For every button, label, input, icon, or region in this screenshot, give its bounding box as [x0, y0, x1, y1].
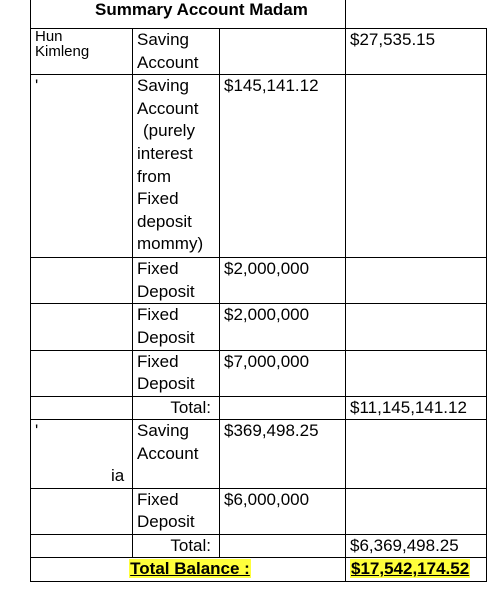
subtotal-row	[31, 534, 487, 558]
account-holder-cell	[31, 258, 133, 304]
account-type-line: Deposit	[137, 512, 195, 532]
account-holder-cell	[31, 488, 133, 534]
account-type-line: from	[137, 166, 171, 186]
account-type-line: Deposit	[137, 374, 195, 394]
account-type-cell	[133, 258, 220, 304]
balance-cell: $27,535.15	[346, 29, 487, 75]
subtotal-label: Total:	[133, 396, 220, 420]
account-summary-table	[30, 0, 487, 582]
account-type-cell	[133, 75, 220, 258]
amount-cell: $2,000,000	[220, 304, 346, 350]
account-holder-cell	[31, 75, 133, 258]
table-row	[31, 350, 487, 396]
account-type-line: Deposit	[137, 327, 195, 347]
subtotal-value: $6,369,498.25	[346, 534, 487, 558]
account-type-line: Fixed	[137, 189, 179, 209]
table-row	[31, 75, 487, 258]
account-type-cell	[133, 420, 220, 488]
account-holder-line: ia	[111, 465, 125, 485]
account-type-line: interest	[137, 143, 193, 163]
account-type-cell	[133, 29, 220, 75]
account-holder-line: '	[35, 76, 39, 96]
grand-total-row	[31, 558, 487, 582]
account-holder-cell	[31, 396, 133, 420]
table-row	[31, 258, 487, 304]
document-title: Summary Account Madam	[31, 0, 346, 29]
grand-total-value-cell	[346, 558, 487, 582]
account-type-line: Account	[137, 443, 199, 463]
account-type-cell	[133, 488, 220, 534]
account-holder-cell	[31, 350, 133, 396]
account-holder-cell	[31, 304, 133, 350]
account-holder-line: Kimleng	[35, 44, 90, 59]
account-type-line: Account	[137, 52, 199, 72]
amount-cell	[220, 29, 346, 75]
account-type-line: Deposit	[137, 281, 195, 301]
balance-cell	[346, 75, 487, 258]
account-type-line: Fixed	[137, 259, 179, 279]
subtotal-value: $11,145,141.12	[346, 396, 487, 420]
title-row-blank	[346, 0, 487, 29]
account-type-line: Saving	[137, 76, 189, 96]
account-type-cell	[133, 350, 220, 396]
balance-cell	[346, 488, 487, 534]
grand-total-label-cell	[31, 558, 346, 582]
account-type-line: mommy)	[137, 234, 204, 254]
account-type-line: Saving	[137, 30, 189, 49]
table-row	[31, 29, 487, 75]
amount-cell: $6,000,000	[220, 488, 346, 534]
amount-cell: $145,141.12	[220, 75, 346, 258]
account-type-line: Fixed	[137, 351, 179, 371]
balance-cell	[346, 258, 487, 304]
subtotal-label: Total:	[133, 534, 220, 558]
balance-cell	[346, 350, 487, 396]
account-holder-cell	[31, 420, 133, 488]
amount-cell: $7,000,000	[220, 350, 346, 396]
account-type-line: (purely	[143, 121, 195, 141]
balance-cell	[346, 304, 487, 350]
account-type-line: Account	[137, 98, 199, 118]
amount-cell	[220, 534, 346, 558]
account-type-line: deposit	[137, 211, 192, 231]
account-type-line: Fixed	[137, 489, 179, 509]
grand-total-label: Total Balance :	[130, 559, 250, 579]
subtotal-row	[31, 396, 487, 420]
table-row	[31, 488, 487, 534]
table-row	[31, 304, 487, 350]
account-holder-cell	[31, 29, 133, 75]
balance-cell	[346, 420, 487, 488]
account-type-line: Fixed	[137, 305, 179, 325]
amount-cell	[220, 396, 346, 420]
account-type-cell	[133, 304, 220, 350]
account-type-line: Saving	[137, 421, 189, 441]
table-row	[31, 420, 487, 488]
account-holder-line: '	[35, 421, 39, 441]
amount-cell: $369,498.25	[220, 420, 346, 488]
title-row	[31, 0, 487, 29]
account-holder-line: Hun	[35, 29, 63, 44]
amount-cell: $2,000,000	[220, 258, 346, 304]
account-holder-cell	[31, 534, 133, 558]
grand-total-value: $17,542,174.52	[351, 559, 470, 579]
